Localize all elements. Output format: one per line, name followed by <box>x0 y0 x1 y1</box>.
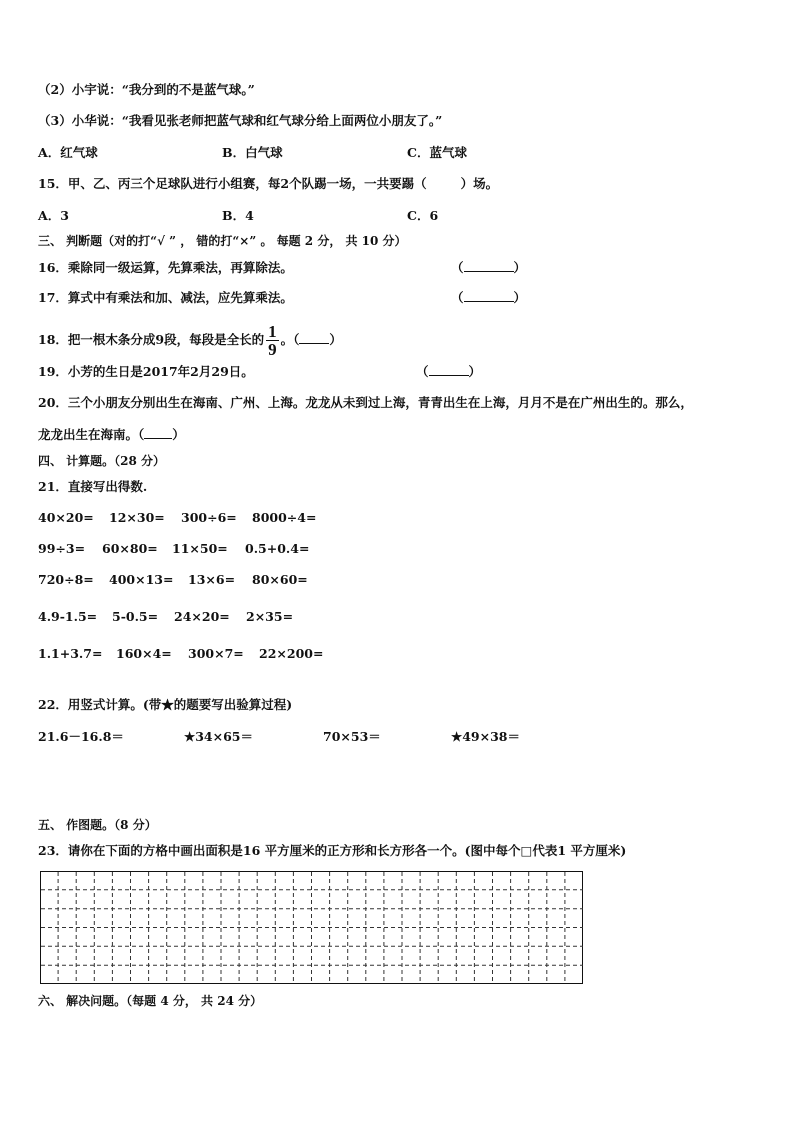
q18-question <box>38 322 342 358</box>
calc-item: 4.9-1.5= <box>38 609 98 624</box>
answer-line <box>464 260 514 272</box>
calc-item: 12×30= <box>109 510 165 525</box>
calc-item: 0.5+0.4= <box>245 541 310 556</box>
q15-option-c: C．6 <box>407 208 439 223</box>
q14-clue-2: （2）小宇说：“我分到的不是蓝气球。” <box>38 82 255 97</box>
q21-title: 21．直接写出得数. <box>38 479 148 494</box>
q16-text: 16．乘除同一级运算，先算乘法，再算除法。 <box>38 260 293 275</box>
calc-item: 60×80= <box>102 541 158 556</box>
fraction-denominator: 9 <box>268 340 277 359</box>
vertical-calc-item: 21.6－16.8＝ <box>38 729 124 744</box>
q22-title: 22．用竖式计算。(带★的题要写出验算过程) <box>38 697 293 712</box>
calc-item: 160×4= <box>116 646 172 661</box>
paren-close: ） <box>172 427 185 442</box>
calc-item: 99÷3= <box>38 541 86 556</box>
calc-item: 11×50= <box>172 541 228 556</box>
calc-item: 2×35= <box>246 609 294 624</box>
q15-option-b: B．4 <box>222 208 254 223</box>
answer-line <box>429 364 469 376</box>
q15-question <box>38 176 498 192</box>
q20-line-1: 20．三个小朋友分别出生在海南、广州、上海。龙龙从未到过上海，青青出生在上海，月月不是在广州出生的。那么， <box>38 395 693 410</box>
section-4-heading: 四、 计算题。（28 分） <box>38 454 166 468</box>
fraction-one-ninth <box>266 323 279 358</box>
q20-answer-line[interactable] <box>144 427 172 439</box>
paren-open: 。（ <box>280 332 300 347</box>
paren-close: ） <box>329 332 342 347</box>
paren-open: （ <box>451 260 464 275</box>
q17-answer[interactable] <box>451 290 526 306</box>
vertical-calc-item: ★49×38＝ <box>451 729 520 744</box>
calc-item: 80×60= <box>252 572 308 587</box>
calc-item: 13×6= <box>188 572 236 587</box>
q19-answer[interactable] <box>416 364 481 380</box>
calc-item: 300÷6= <box>181 510 237 525</box>
section-6-heading: 六、 解决问题。（每题 4 分， 共 24 分） <box>38 994 263 1008</box>
section-5-heading: 五、 作图题。（8 分） <box>38 818 157 832</box>
calc-item: 400×13= <box>109 572 174 587</box>
paren-open: （ <box>451 290 464 305</box>
q18-answer-line[interactable] <box>299 332 329 344</box>
calc-item: 22×200= <box>259 646 324 661</box>
q15-text-after: ）场。 <box>460 176 499 191</box>
calc-item: 300×7= <box>188 646 244 661</box>
vertical-calc-item: ★34×65＝ <box>184 729 253 744</box>
calc-item: 1.1+3.7= <box>38 646 103 661</box>
calc-item: 5-0.5= <box>112 609 159 624</box>
q14-option-a: A．红气球 <box>38 145 98 160</box>
grid-dashed-lines <box>41 872 583 984</box>
paren-close: ） <box>513 260 527 275</box>
vertical-calc-item: 70×53＝ <box>323 729 381 744</box>
q23-text: 23．请你在下面的方格中画出面积是16 平方厘米的正方形和长方形各一个。(图中每个□代表1 平方厘米) <box>38 843 627 858</box>
q15-option-a: A．3 <box>38 208 69 223</box>
calc-item: 40×20= <box>38 510 94 525</box>
paren-close: ） <box>468 364 482 379</box>
q17-text: 17．算式中有乘法和加、减法，应先算乘法。 <box>38 290 293 305</box>
q19-text: 19．小芳的生日是2017年2月29日。 <box>38 364 254 379</box>
calc-item: 8000÷4= <box>252 510 317 525</box>
paren-open: （ <box>416 364 429 379</box>
q14-option-c: C．蓝气球 <box>407 145 467 160</box>
q18-text: 18．把一根木条分成9段，每段是全长的 <box>38 332 265 347</box>
drawing-grid[interactable] <box>40 871 584 985</box>
q16-answer[interactable] <box>451 260 526 276</box>
q14-clue-3: （3）小华说：“我看见张老师把蓝气球和红气球分给上面两位小朋友了。” <box>38 113 443 128</box>
answer-line <box>464 290 514 302</box>
calc-item: 24×20= <box>174 609 230 624</box>
paren-close: ） <box>513 290 527 305</box>
fraction-numerator: 1 <box>268 322 277 341</box>
q15-text-before: 15．甲、乙、丙三个足球队进行小组赛，每2个队踢一场，一共要踢（ <box>38 176 427 191</box>
calc-item: 720÷8= <box>38 572 94 587</box>
q20-line-2 <box>38 427 185 443</box>
q14-option-b: B．白气球 <box>222 145 283 160</box>
q20-text: 龙龙出生在海南。（ <box>38 427 145 442</box>
section-3-heading: 三、 判断题（对的打“√ ” ， 错的打“×” 。 每题 2 分， 共 10 分） <box>38 234 407 248</box>
